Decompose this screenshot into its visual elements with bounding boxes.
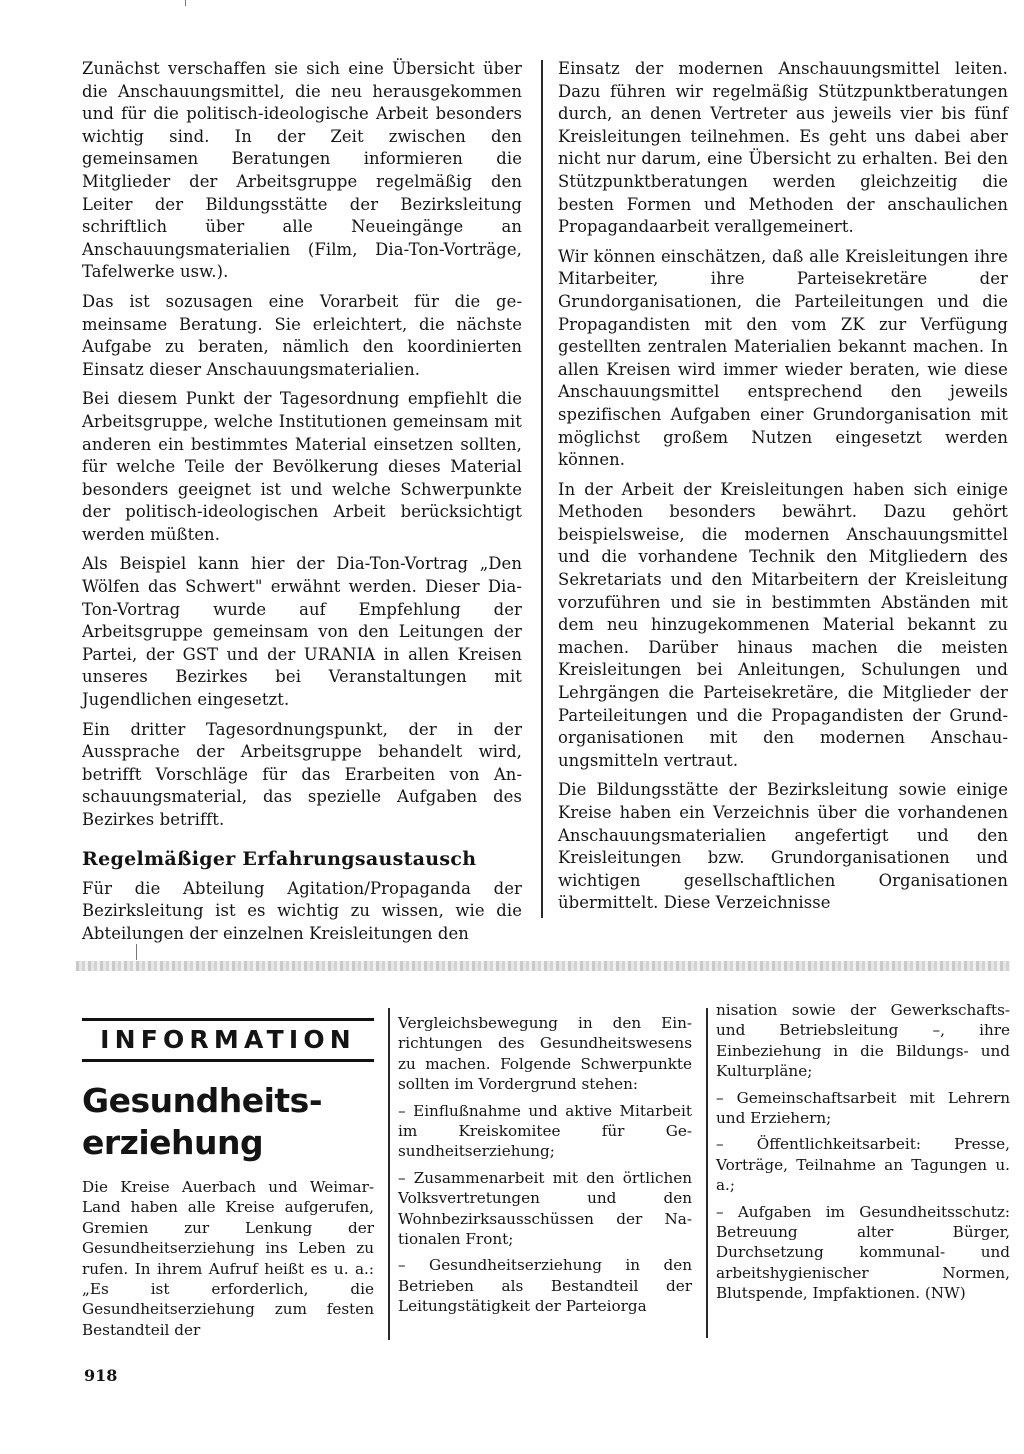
information-column-3 [716, 1000, 1010, 1310]
info-list-item: – Zusammenarbeit mit den örtlichen Volksvertretungen und den Wohnbezirksausschüssen der Nationalen Front; [398, 1168, 692, 1249]
info-paragraph: Die Kreise Auerbach und Weimar-Land haben alle Kreise aufgerufen, Gremien zur Lenkung der Gesundheitserziehung ins Leben zu rufen. In ihrem Aufruf heißt es u. a.: „Es ist erforderlich, die Gesundheitserziehung zum festen Bestandteil der [82, 1178, 374, 1339]
info-list-item: – Öffentlichkeitsarbeit: Presse, Vorträge, Teilnahme an Tagungen u. a.; [716, 1135, 1010, 1195]
body-paragraph: Zunächst verschaffen sie sich eine Übersicht über die Anschauungsmittel, die neu herausgekommen und für die politisch-ideologische Arbeit besonders wichtig sind. In der Zeit zwischen den gemeinsamen Beratungen informieren die Mitglieder der Arbeitsgruppe regelmäßig den Leiter der Bildungsstätte der Bezirksleitung schriftlich über alle Neueingänge an Anschauungsmaterialien (Film, Dia-Ton-Vorträge, Tafelwerke usw.). [82, 59, 522, 282]
information-headline: Gesundheitserziehung [82, 1081, 323, 1162]
scan-mark [185, 0, 186, 6]
body-paragraph: Als Beispiel kann hier der Dia-Ton-Vortrag „Den Wölfen das Schwert" erwähnt werden. Dieser Dia-Ton-Vortrag wurde auf Empfehlung der Arbeitsgruppe gemeinsam von den Leitungen der Partei, der GST und der URANIA in allen Kreisen unseres Bezirkes bei Veranstaltungen mit Jugendlichen eingesetzt. [82, 554, 522, 710]
info-list-item: – Gesundheitserziehung in den Betrieben als Bestandteil der Leitungstätigkeit der Parteiorga [398, 1256, 692, 1316]
information-column-2 [398, 1013, 692, 1323]
section-subheading: Regelmäßiger Erfahrungsaustausch [82, 847, 477, 870]
information-label: INFORMATION [82, 1018, 374, 1062]
page-number: 918 [84, 1366, 118, 1385]
body-paragraph: Das ist sozusagen eine Vorarbeit für die gemeinsame Beratung. Sie erleichtert, die nächste Aufgabe zu beraten, nämlich den koordinierten Einsatz dieser Anschauungsmaterialien. [82, 291, 522, 379]
body-paragraph: Wir können einschätzen, daß alle Kreisleitungen ihre Mitarbeiter, ihre Parteisekretäre der Grundorganisationen, die Parteileitungen und die Propagandisten mit den vom ZK zur Verfügung gestellten zentralen Materialien bekannt machen. In allen Kreisen wird immer wieder beraten, wie diese Anschauungsmittel entsprechend den jeweils spezifischen Aufgaben einer Grundorganisation mit möglichst großem Nutzen eingesetzt werden können. [558, 246, 1008, 470]
column-divider [541, 60, 543, 918]
info-list-item: – Aufgaben im Gesundheitsschutz: Betreuung alter Bürger, Durchsetzung kommunal- und arbeitshygienischer Normen, Blutspende, Impfaktionen. (NW) [716, 1202, 1010, 1303]
section-separator-band [76, 961, 1010, 971]
article-right-column [558, 58, 1008, 922]
article-left-column [82, 58, 522, 952]
column-divider [388, 1008, 390, 1340]
info-list-item: – Einflußnahme und aktive Mitarbeit im Kreiskomitee für Gesundheitserziehung; [398, 1101, 692, 1161]
body-paragraph: In der Arbeit der Kreisleitungen haben sich einige Methoden besonders bewährt. Dazu gehört beispielsweise, die modernen Anschauungsmittel und die vorhandene Technik den Mitgliedern des Sekretariats und den Mitarbeitern der Kreisleitung vorzuführen und sie in bestimmten Abständen mit dem neu hinzugekommenen Material bekannt zu machen. Darüber hinaus machen die meisten Kreisleitungen bei Anleitungen, Schulungen und Lehrgängen die Parteisekretäre, die Mitglieder der Parteileitungen und die Propagandisten der Grundorganisationen mit den modernen Anschauungsmitteln vertraut. [558, 479, 1008, 770]
info-paragraph: nisation sowie der Gewerkschafts- und Betriebsleitung –, ihre Einbeziehung in die Bildungs- und Kulturpläne; [716, 1001, 1010, 1081]
column-divider [706, 1008, 708, 1338]
body-paragraph: Einsatz der modernen Anschauungsmittel leiten. Dazu führen wir regelmäßig Stützpunktberatungen durch, an denen Vertreter aus jeweils vier bis fünf Kreisleitungen teilnehmen. Es geht uns dabei aber nicht nur darum, eine Übersicht zu erhalten. Bei den Stützpunktberatungen werden gleichzeitig die besten Formen und Methoden der anschaulichen Propagandaarbeit verallgemeinert. [558, 59, 1008, 237]
body-paragraph: Die Bildungsstätte der Bezirksleitung sowie einige Kreise haben ein Verzeichnis über die vorhandenen Anschauungsmaterialien angefertigt und den Kreisleitungen bzw. Grundorganisationen und wichtigen gesellschaftlichen Organisationen übermittelt. Diese Verzeichnisse [558, 780, 1008, 913]
info-list-item: – Gemeinschaftsarbeit mit Lehrern und Erziehern; [716, 1088, 1010, 1128]
information-column-1 [82, 1177, 374, 1346]
body-paragraph: Ein dritter Tagesordnungspunkt, der in der Aussprache der Arbeitsgruppe behandelt wird, betrifft Vorschläge für das Erarbeiten von Anschauungsmaterial, das spezielle Aufgaben des Bezirkes betrifft. [82, 719, 522, 829]
body-paragraph: Bei diesem Punkt der Tagesordnung empfiehlt die Arbeitsgruppe, welche Institutionen gemeinsam mit anderen ein bestimmtes Material einsetzen sollten, für welche Teile der Bevölkerung dieses Material besonders geeignet ist und welche Schwerpunkte der politisch-ideologischen Arbeit berücksichtigt werden müßten. [82, 389, 522, 544]
info-paragraph: Vergleichsbewegung in den Einrichtungen des Gesundheitswesens zu machen. Folgende Schwerpunkte sollten im Vordergrund stehen: [398, 1014, 692, 1094]
body-paragraph: Für die Abteilung Agitation/Propaganda der Bezirksleitung ist es wichtig zu wissen, wie die Abteilungen der einzelnen Kreisleitungen den [82, 878, 522, 943]
